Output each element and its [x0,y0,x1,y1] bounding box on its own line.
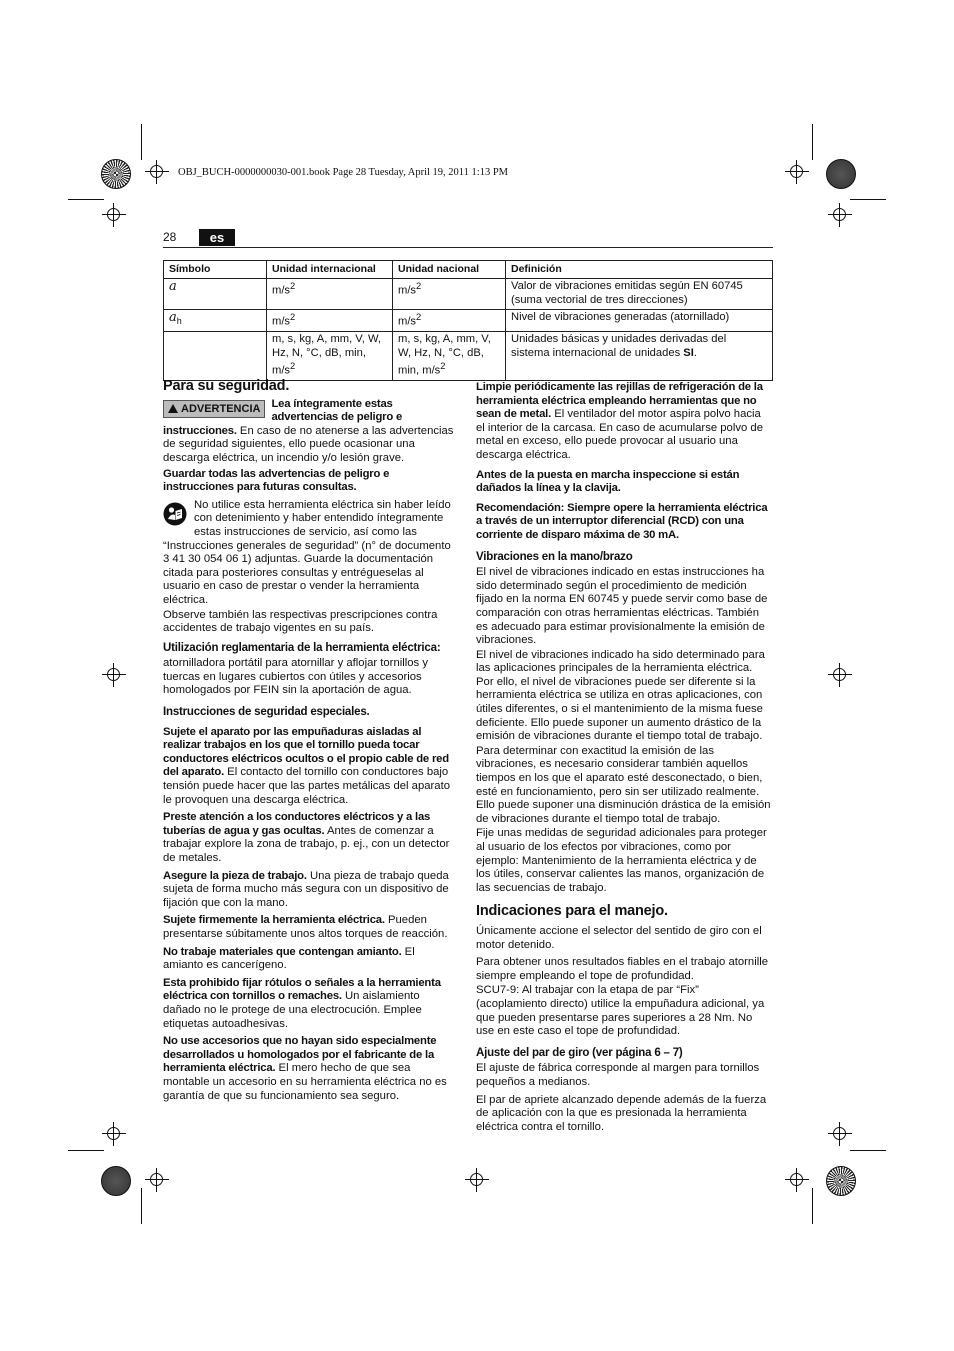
warning-bold: Lea íntegramente estas advertencias de peligro e instrucciones. [163,397,403,437]
safety-item [163,946,456,973]
symbol: a [169,310,177,326]
manual-text: No utilice esta herramienta eléctrica sin haber leído con detenimiento y haber entendido íntegramente estas instrucciones de servicio, así como las “Instrucciones generales de seguridad” (n° de documento 3 41 30 054 06 1) adjuntas. Guarde la documentación citada para posteriores consultas y entrégueselas al usuario en caso de prestar o vender la herramienta eléctrica. [163,498,451,606]
header-rule [163,247,773,248]
nat-unit: m/s [398,285,417,298]
registration-mark-icon [828,203,852,227]
intl-unit-exp: 2 [290,361,296,372]
vibration-text: Fije unas medidas de seguridad adicionales para proteger al usuario de los efectos por vibraciones, como por ejemplo: Mantenimiento de la herramienta eléctrica y de los útiles, conservar calientes las manos, organización de las secuencias de trabajo. [476,827,767,894]
safety-item-bold: Sujete firmemente la herramienta eléctrica. [163,914,385,927]
safety-item-bold: Antes de la puesta en marcha inspeccione si están dañados la línea y la clavija. [476,468,740,495]
symbol-subscript: h [176,316,182,327]
definition-cell [506,332,773,381]
registration-mark-icon [102,663,126,687]
crop-mark-icon [68,199,104,200]
read-manual-icon [163,502,187,526]
safety-item [163,1035,456,1103]
nat-unit: m, s, kg, A, mm, V, W, Hz, N, °C, dB, min, m/s [398,333,491,377]
nat-unit-exp: 2 [416,281,422,292]
safety-item-text: Pueden presentarse súbitamente unos altos torques de reacción. [163,914,448,940]
crop-mark-icon [141,1188,142,1224]
symbol-cell [164,332,267,381]
intl-unit-exp: 2 [290,281,296,292]
section-title-special: Instrucciones de seguridad especiales. [163,706,370,719]
nat-unit-cell [393,279,506,310]
symbol: a [169,279,177,295]
torque-text: El par de apriete alcanzado depende además de la fuerza de aplicación con la que es presionada la herramienta eléctrica contra el tornillo. [476,1093,767,1133]
page-number: 28 [163,230,177,244]
nat-unit-exp: 2 [416,312,422,323]
safety-item [163,914,456,941]
color-wheel-icon [826,159,856,189]
safety-item-bold: Recomendación: Siempre opere la herramienta eléctrica a través de un interruptor diferencial (RCD) con una corriente de disparo máxima de 30 mA. [476,501,768,541]
intl-unit: m/s [272,285,291,298]
warning-text: En caso de no atenerse a las advertencias de seguridad siguientes, ello puede ocasionar una descarga eléctrica, un incendio y/o lesión grave. [163,424,454,464]
intl-unit-cell [267,310,393,332]
safety-item [163,811,456,865]
safety-item-bold: Esta prohibido fijar rótulos o señales a la herramienta eléctrica con tornillos o remaches. [163,976,441,1003]
color-wheel-icon [826,1166,856,1196]
registration-mark-icon [102,203,126,227]
keep-instructions: Guardar todas las advertencias de peligro e instrucciones para futuras consultas. [163,467,390,494]
warning-badge-label: ADVERTENCIA [181,402,261,415]
safety-item-bold: Preste atención a los conductores eléctricos y a las tuberías de agua y gas ocultas. [163,811,431,837]
warning-paragraph [163,398,456,466]
registration-mark-icon [465,1168,489,1192]
safety-item-text: Un aislamiento dañado no le protege de una electrocución. Emplee etiquetas autoadhesivas. [163,990,422,1030]
safety-item-bold: Limpie periódicamente las rejillas de refrigeración de la herramienta eléctrica empleando herramientas que no sean de metal. [476,381,763,421]
registration-mark-icon [102,1122,126,1146]
registration-mark-icon [145,1168,169,1192]
definition-end: . [693,346,697,359]
color-wheel-icon [101,159,131,189]
vibration-text: El nivel de vibraciones indicado en estas instrucciones ha sido determinado según el procedimiento de medición fijado en la norma EN 60745 y puede servir como base de comparación con otras herramientas eléctricas. También es adecuado para estimar provisionalmente la emisión de vibraciones. [476,566,768,647]
table-row [164,332,773,381]
intl-unit: m, s, kg, A, mm, V, W, Hz, N, °C, dB, min, m/s [272,333,381,377]
handling-text: Únicamente accione el selector del sentido de giro con el motor detenido. [476,924,762,951]
safety-item [163,870,456,911]
crop-mark-icon [850,1150,886,1151]
safety-item-text: El contacto del tornillo con conductores bajo tensión puede hacer que las partes metálicas del aparato le provoquen una descarga eléctrica. [163,766,451,806]
intl-unit-cell [267,279,393,310]
symbol-cell [164,310,267,332]
section-title-safety: Para su seguridad. [163,378,290,394]
definition: Unidades básicas y unidades derivadas del sistema internacional de unidades [511,333,727,359]
intl-unit: m/s [272,315,291,328]
left-column [163,380,456,1107]
definition: Valor de vibraciones emitidas según EN 60745 (suma vectorial de tres direcciones) [511,280,743,306]
symbol-cell [164,279,267,310]
definition-cell [506,279,773,310]
registration-mark-icon [785,1168,809,1192]
crop-mark-icon [68,1150,104,1151]
intl-unit-exp: 2 [290,312,296,323]
registration-mark-icon [828,1122,852,1146]
definition-bold: SI [683,346,694,359]
nat-unit: m/s [398,315,417,328]
crop-mark-icon [850,199,886,200]
registration-mark-icon [145,160,169,184]
use-text: atornilladora portátil para atornillar y aflojar tornillos y tuercas en lugares cubiertos con útiles y accesorios homologados por FEIN sin la aportación de agua. [163,657,428,697]
section-title-vibration: Vibraciones en la mano/brazo [476,550,633,563]
warning-triangle-icon [168,404,178,413]
section-title-use: Utilización reglamentaria de la herramienta eléctrica: [163,641,441,654]
nat-unit-cell [393,332,506,381]
torque-text: El ajuste de fábrica corresponde al margen para tornillos pequeños a medianos. [476,1062,760,1088]
safety-item-bold: Sujete el aparato por las empuñaduras aisladas al realizar trabajos en los que el tornillo pueda tocar conductores eléctricos ocultos o el propio cable de red del aparato. [163,725,449,779]
vibration-text: Para determinar con exactitud la emisión de las vibraciones, es necesario considerar también aquellos tiempos en los que el aparato esté desconectado, o bien, esté en funcionamiento, pero sin ser utilizado realmente. Ello puede suponer una disminución drástica de la emisión de vibraciones durante el tiempo total de trabajo. [476,744,771,825]
crop-mark-icon [812,1188,813,1224]
safety-item-text: El ventilador del motor aspira polvo hacia el interior de la carcasa. En caso de acumularse polvo de metal en exceso, ello puede provocar al usuario una descarga eléctrica. [476,408,763,461]
table-row [164,310,773,332]
intl-unit-cell [267,332,393,381]
safety-item-text: El mero hecho de que sea montable un accesorio en su herramienta eléctrica no es garantía de que su funcionamiento sea seguro. [163,1062,447,1102]
section-title-torque: Ajuste del par de giro (ver página 6 – 7) [476,1046,683,1059]
table-header: Unidad internacional [267,261,393,279]
definition: Nivel de vibraciones generadas (atornillado) [511,311,730,324]
safety-item-bold: No trabaje materiales que contengan amianto. [163,945,402,958]
definition-cell [506,310,773,332]
right-column [476,381,772,1138]
warning-badge [163,400,265,418]
safety-item-bold: Asegure la pieza de trabajo. [163,869,307,882]
language-tag: es [199,229,235,246]
table-header: Unidad nacional [393,261,506,279]
table-header-row [164,261,773,279]
symbol-table [163,260,773,381]
section-title-handling: Indicaciones para el manejo. [476,903,668,920]
running-head: OBJ_BUCH-0000000030-001.book Page 28 Tuesday, April 19, 2011 1:13 PM [178,167,508,178]
registration-mark-icon [785,160,809,184]
manual-paragraph [163,499,456,608]
safety-item [163,977,456,1031]
vibration-text: El nivel de vibraciones indicado ha sido determinado para las aplicaciones principales de la herramienta eléctrica. Por ello, el nivel de vibraciones puede ser diferente si la herramienta eléctrica se utiliza en otras aplicaciones, con útiles diferentes, o si el mantenimiento de la misma fuese deficiente. Ello puede suponer un aumento drástico de la emisión de vibraciones durante el tiempo total de trabajo. [476,648,765,743]
handling-text: SCU7-9: Al trabajar con la etapa de par “Fix” (acoplamiento directo) utilice la empuñadura adicional, ya que pueden presentarse pares superiores a 28 Nm. No use en este caso el tope de profundidad. [476,984,765,1038]
safety-item [163,726,456,808]
crop-mark-icon [812,124,813,160]
registration-mark-icon [828,663,852,687]
handling-text: Para obtener unos resultados fiables en el trabajo atornille siempre empleando el tope de profundidad. [476,956,769,982]
safety-item-bold: No use accesorios que no hayan sido especialmente desarrollados u homologados por el fabricante de la herramienta eléctrica. [163,1035,437,1075]
safety-item-text: Una pieza de trabajo queda sujeta de forma mucho más segura con un dispositivo de fijación que con la mano. [163,869,449,909]
safety-item-text: Antes de comenzar a trabajar explore la zona de trabajo, p. ej., con un detector de metales. [163,824,450,864]
table-header: Símbolo [164,261,267,279]
table-row [164,279,773,310]
table-header: Definición [506,261,773,279]
color-wheel-icon [101,1166,131,1196]
nat-unit-exp: 2 [440,361,446,372]
safety-item-text: El amianto es cancerígeno. [163,945,415,972]
safety-item [476,381,772,463]
observe-text: Observe también las respectivas prescripciones contra accidentes de trabajo vigentes en su país. [163,608,438,635]
crop-mark-icon [141,124,142,160]
nat-unit-cell [393,310,506,332]
